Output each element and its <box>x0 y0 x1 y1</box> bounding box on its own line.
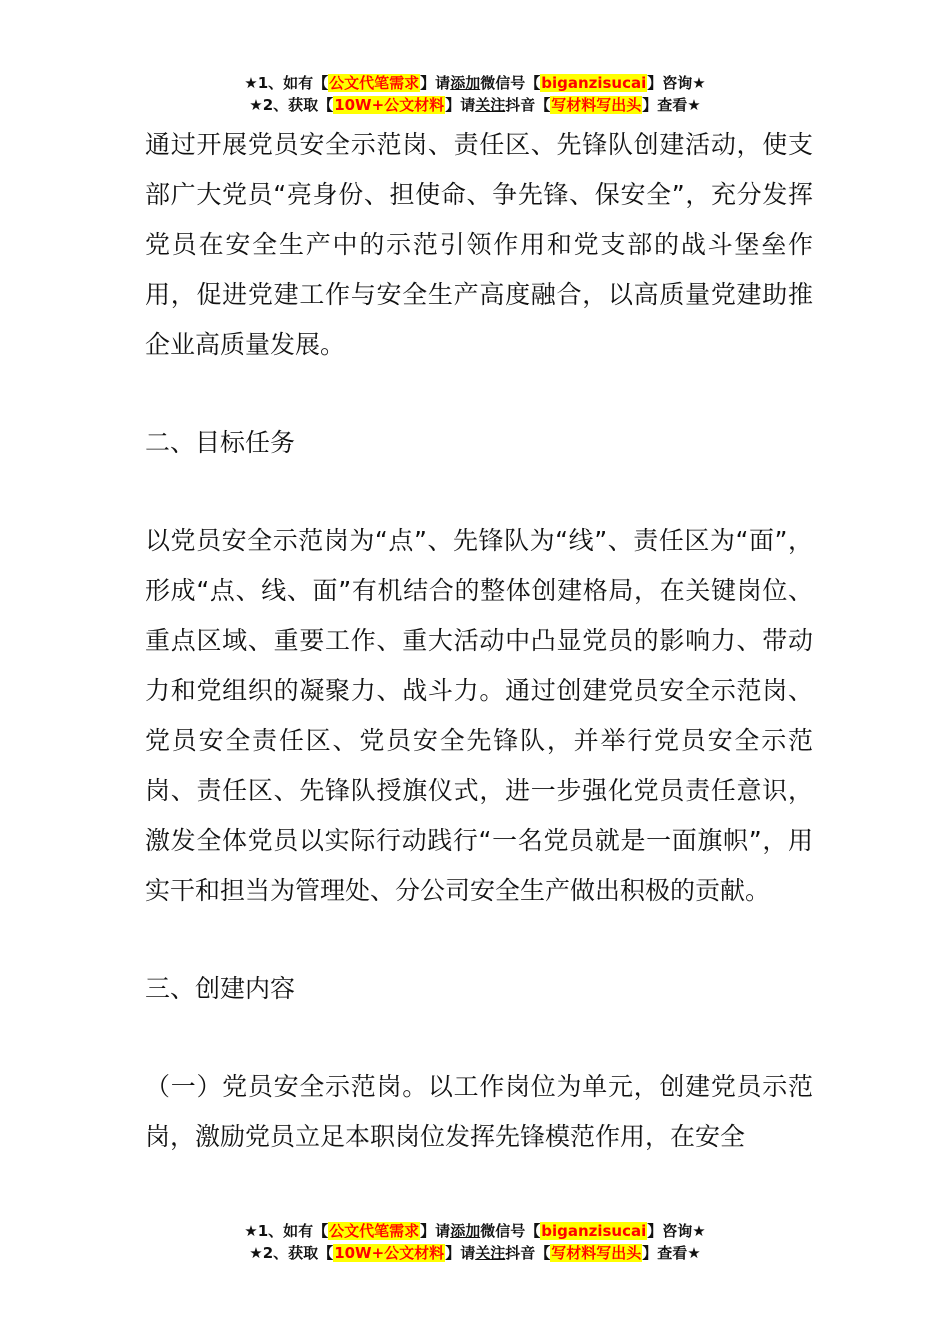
promo-line-1: ★1、如有【公文代笔需求】请添加微信号【biganzisucai】咨询★ <box>244 74 706 92</box>
section-heading-goals: 二、目标任务 <box>145 428 296 457</box>
promo-line-1: ★1、如有【公文代笔需求】请添加微信号【biganzisucai】咨询★ <box>244 1222 706 1240</box>
promo-highlight-service: 公文代笔需求 <box>329 1222 420 1240</box>
promo-highlight-materials: 10W+公文材料 <box>334 1244 445 1262</box>
paragraph-content-1: （一）党员安全示范岗。以工作岗位为单元，创建党员示范岗，激励党员立足本职岗位发挥先锋模范作用，在安全 <box>145 1072 813 1151</box>
promo-line-2: ★2、获取【10W+公文材料】请关注抖音【写材料写出头】查看★ <box>249 96 701 114</box>
promo-footer <box>0 1220 950 1264</box>
section-heading-content: 三、创建内容 <box>145 974 296 1003</box>
paragraph-goals: 以党员安全示范岗为“点”、先锋队为“线”、责任区为“面”，形成“点、线、面”有机结合的整体创建格局，在关键岗位、重点区域、重要工作、重大活动中凸显党员的影响力、带动力和党组织的凝聚力、战斗力。通过创建党员安全示范岗、党员安全责任区、党员安全先锋队，并举行党员安全示范岗、责任区、先锋队授旗仪式，进一步强化党员责任意识，激发全体党员以实际行动践行“一名党员就是一面旗帜”，用实干和担当为管理处、分公司安全生产做出积极的贡献。 <box>145 526 813 905</box>
promo-highlight-service: 公文代笔需求 <box>329 74 420 92</box>
promo-header <box>0 72 950 116</box>
promo-line-2: ★2、获取【10W+公文材料】请关注抖音【写材料写出头】查看★ <box>249 1244 701 1262</box>
promo-highlight-douyin: 写材料写出头 <box>551 96 642 114</box>
document-body <box>145 120 813 1162</box>
promo-highlight-douyin: 写材料写出头 <box>551 1244 642 1262</box>
promo-highlight-materials: 10W+公文材料 <box>334 96 445 114</box>
paragraph-purpose: 通过开展党员安全示范岗、责任区、先锋队创建活动，使支部广大党员“亮身份、担使命、争先锋、保安全”，充分发挥党员在安全生产中的示范引领作用和党支部的战斗堡垒作用，促进党建工作与安全生产高度融合，以高质量党建助推企业高质量发展。 <box>145 130 813 359</box>
promo-highlight-wechat-id: biganzisucai <box>541 1222 647 1240</box>
promo-highlight-wechat-id: biganzisucai <box>541 74 647 92</box>
